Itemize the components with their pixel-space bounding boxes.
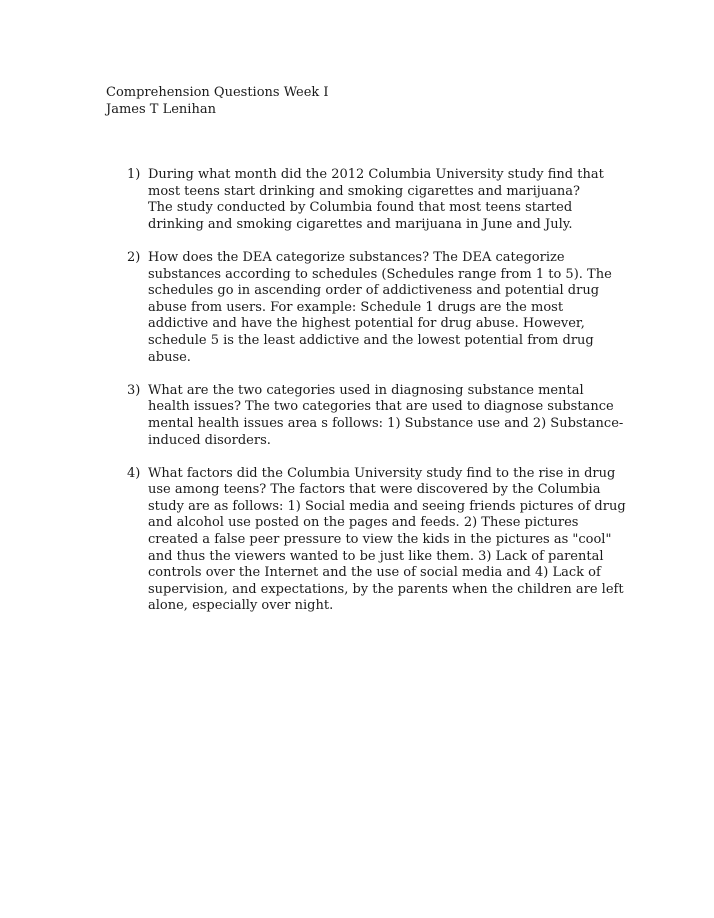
- question-item: [127, 383, 627, 449]
- question-list: [127, 167, 627, 632]
- question-item: [127, 466, 627, 615]
- document-title: Comprehension Questions Week I: [106, 85, 329, 100]
- question-text: What are the two categories used in diagnosing substance mental health issues? The two categories that are used to diagnose substance mental health issues area s follows: 1) Substance use and 2) Substance-induced disorders.: [148, 382, 624, 448]
- question-number: 4): [127, 465, 141, 481]
- question-text: How does the DEA categorize substances? The DEA categorize substances according to schedules (Schedules range from 1 to 5). The schedules go in ascending order of addictiveness and potential drug abuse from users. For example: Schedule 1 drugs are the most addictive and have the highest potential for drug abuse. However, schedule 5 is the least addictive and the lowest potential from drug abuse.: [148, 249, 612, 365]
- question-number: 1): [127, 167, 141, 182]
- question-number: 2): [127, 249, 141, 265]
- question-text: During what month did the 2012 Columbia University study find that most teens start drinking and smoking cigarettes and marijuana?: [148, 167, 604, 199]
- question-answer: The study conducted by Columbia found that most teens started drinking and smoking cigarettes and marijuana in June and July.: [148, 200, 573, 232]
- document-header: [106, 84, 329, 118]
- question-item: [127, 167, 627, 233]
- question-text: What factors did the Columbia University study find to the rise in drug use among teens? The factors that were discovered by the Columbia study are as follows: 1) Social media and seeing friends pictures of drug and alcohol use posted on the pages and feeds. 2) These pictures created a false peer pressure to view the kids in the pictures as "cool" and thus the viewers wanted to be just like them. 3) Lack of parental controls over the Internet and the use of social media and 4) Lack of supervision, and expectations, by the parents when the children are left alone, especially over night.: [148, 465, 626, 614]
- author-name: James T Lenihan: [106, 102, 216, 117]
- question-number: 3): [127, 382, 141, 398]
- question-item: [127, 250, 627, 366]
